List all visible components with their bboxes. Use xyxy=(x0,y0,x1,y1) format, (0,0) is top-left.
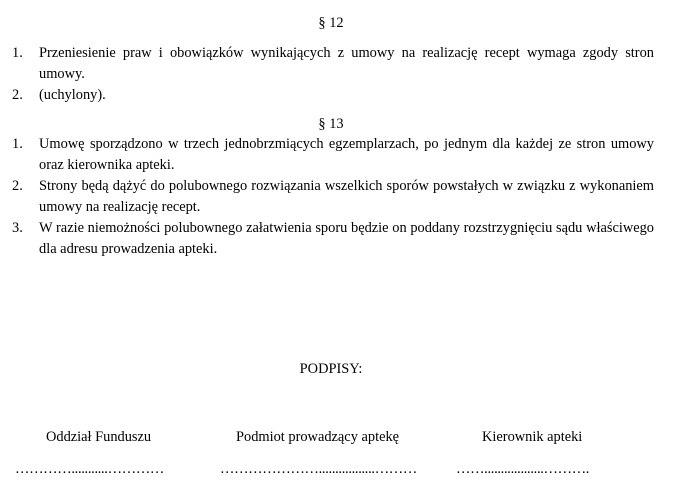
signature-label-pharmacy-manager: Kierownik apteki xyxy=(482,429,583,445)
section-13-item-3 xyxy=(12,218,654,260)
item-text: Strony będą dążyć do polubownego rozwiązania wszelkich sporów powstałych w związku z wykonaniem umowy na realizację recept. xyxy=(39,178,654,215)
signature-line-pharmacy-manager: ……..................………. xyxy=(456,461,590,477)
item-text: (uchylony). xyxy=(39,87,106,103)
item-number: 1. xyxy=(12,136,23,152)
item-number: 1. xyxy=(12,45,23,61)
section-12-item-1 xyxy=(12,43,654,85)
section-13-item-1 xyxy=(12,134,654,176)
signature-line-pharmacy-operator: ………………….................……… xyxy=(220,461,417,477)
section-13-item-2 xyxy=(12,176,654,218)
signature-line-fund-branch: …………...........………… xyxy=(15,461,164,477)
item-text: Umowę sporządzono w trzech jednobrzmiących egzemplarzach, po jednym dla każdej ze stron umowy oraz kierownika apteki. xyxy=(39,136,654,173)
item-number: 3. xyxy=(12,220,23,236)
item-number: 2. xyxy=(12,87,23,103)
signature-label-pharmacy-operator: Podmiot prowadzący aptekę xyxy=(236,429,400,445)
item-text: W razie niemożności polubownego załatwienia sporu będzie on poddany rozstrzygnięciu sądu właściwego dla adresu prowadzenia apteki. xyxy=(39,220,654,257)
signature-label-fund-branch: Oddział Funduszu xyxy=(46,429,152,445)
item-text: Przeniesienie praw i obowiązków wynikających z umowy na realizację recept wymaga zgody stron umowy. xyxy=(39,45,654,82)
signatures-heading: PODPISY: xyxy=(299,361,363,377)
item-number: 2. xyxy=(12,178,23,194)
section-12-item-2 xyxy=(12,85,654,106)
section-13-heading: § 13 xyxy=(318,116,344,132)
section-12-heading: § 12 xyxy=(318,15,344,31)
